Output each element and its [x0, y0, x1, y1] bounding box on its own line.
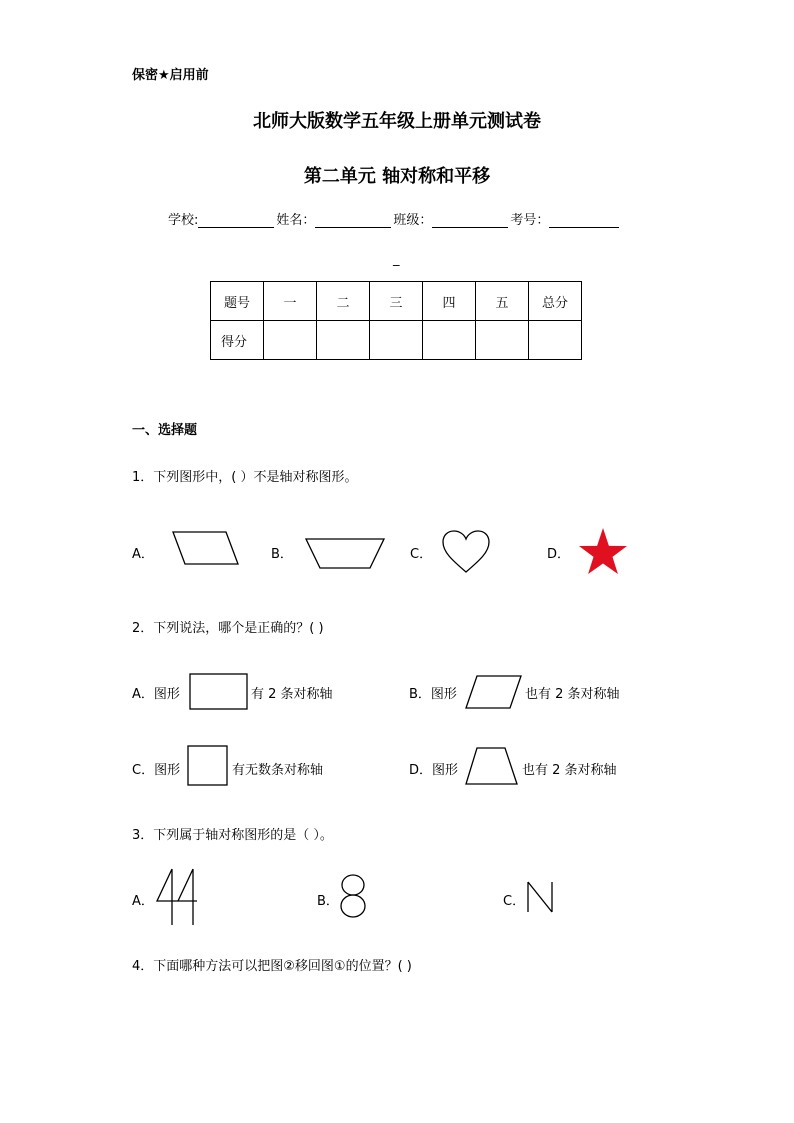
heart-shape	[442, 530, 490, 574]
score-cell-1[interactable]	[264, 321, 317, 360]
q2-option-a-suffix: 有 2 条对称轴	[251, 687, 333, 702]
table-cell-question-no: 题号	[211, 282, 264, 321]
q2-option-b-suffix: 也有 2 条对称轴	[525, 687, 620, 702]
score-cell-2[interactable]	[317, 321, 370, 360]
parallelogram-shape-q2	[465, 674, 523, 710]
stray-underscore: _	[393, 252, 400, 267]
q1-option-b-label: B．	[271, 547, 293, 562]
score-cell-total[interactable]	[529, 321, 582, 360]
letter-n-shape	[526, 880, 556, 914]
score-table	[210, 281, 582, 360]
figure-eight-shape	[338, 874, 370, 920]
section-heading-choice: 一、选择题	[132, 423, 198, 438]
student-info-row	[168, 209, 621, 228]
name-blank[interactable]	[315, 213, 391, 228]
table-cell-total: 总分	[529, 282, 582, 321]
class-label: 班级：	[393, 213, 433, 228]
exam-number-blank[interactable]	[549, 213, 619, 228]
score-table-score-row	[211, 321, 582, 360]
score-table-header-row	[211, 282, 582, 321]
q1-option-c-label: C．	[410, 547, 433, 562]
table-cell-3: 三	[370, 282, 423, 321]
q2-option-b-prefix: B．图形	[409, 687, 457, 702]
q1-option-d-label: D．	[547, 547, 571, 562]
score-cell-5[interactable]	[476, 321, 529, 360]
class-blank[interactable]	[432, 213, 508, 228]
question-1-stem: 1．下列图形中，( ）不是轴对称图形。	[132, 470, 358, 485]
score-cell-4[interactable]	[423, 321, 476, 360]
exam-title: 北师大版数学五年级上册单元测试卷	[253, 111, 541, 132]
table-cell-1: 一	[264, 282, 317, 321]
question-4-stem: 4．下面哪种方法可以把图②移回图①的位置？( )	[132, 959, 412, 974]
q3-option-c-label: C．	[503, 894, 526, 909]
rectangle-shape	[189, 673, 249, 711]
q3-option-b-label: B．	[317, 894, 339, 909]
q2-option-c-suffix: 有无数条对称轴	[232, 763, 324, 778]
q3-option-a-label: A．	[132, 894, 154, 909]
question-2-stem: 2．下列说法，哪个是正确的？( )	[132, 621, 324, 636]
school-blank[interactable]	[198, 213, 274, 228]
confidential-label: 保密★启用前	[132, 68, 209, 83]
trapezoid-shape	[304, 537, 386, 571]
parallelogram-shape	[170, 530, 240, 566]
q2-option-c-prefix: C．图形	[132, 763, 181, 778]
double-four-figure	[155, 867, 201, 927]
q2-option-a-prefix: A．图形	[132, 687, 180, 702]
square-shape	[187, 745, 229, 787]
unit-title: 第二单元 轴对称和平移	[303, 166, 491, 187]
q2-option-d-suffix: 也有 2 条对称轴	[522, 763, 617, 778]
table-cell-score-label: 得分	[211, 321, 264, 360]
star-shape	[578, 527, 628, 575]
table-cell-5: 五	[476, 282, 529, 321]
table-cell-2: 二	[317, 282, 370, 321]
name-label: 姓名：	[276, 213, 316, 228]
table-cell-4: 四	[423, 282, 476, 321]
exam-number-label: 考号：	[510, 213, 550, 228]
trapezoid-shape-q2	[465, 746, 519, 786]
school-label: 学校:	[168, 213, 199, 228]
score-cell-3[interactable]	[370, 321, 423, 360]
q2-option-d-prefix: D．图形	[409, 763, 459, 778]
question-3-stem: 3．下列属于轴对称图形的是（ ）。	[132, 828, 333, 843]
q1-option-a-label: A．	[132, 547, 154, 562]
